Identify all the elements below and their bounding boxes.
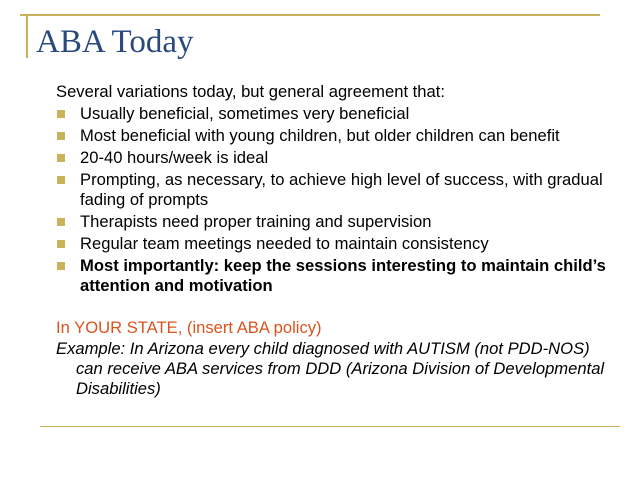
state-policy-line: In YOUR STATE, (insert ABA policy): [56, 318, 322, 337]
list-item: Regular team meetings needed to maintain consistency: [56, 234, 616, 254]
square-bullet-icon: [57, 218, 65, 226]
list-item: Most beneficial with young children, but older children can benefit: [56, 126, 616, 146]
square-bullet-icon: [57, 240, 65, 248]
example-text: Example: In Arizona every child diagnosed with AUTISM (not PDD-NOS) can receive ABA services from DDD (Arizona Division of Developmental Disabilities): [56, 339, 605, 398]
square-bullet-icon: [57, 110, 65, 118]
square-bullet-icon: [57, 154, 65, 162]
list-item: 20-40 hours/week is ideal: [56, 148, 616, 168]
list-item: Prompting, as necessary, to achieve high level of success, with gradual fading of prompts: [56, 170, 616, 210]
list-item: Therapists need proper training and supervision: [56, 212, 616, 232]
square-bullet-icon: [57, 262, 65, 270]
left-decorative-rule: [26, 14, 28, 58]
top-decorative-rule: [20, 14, 600, 16]
slide-body: [56, 82, 616, 399]
slide-title: ABA Today: [36, 24, 194, 60]
bottom-decorative-rule: [40, 426, 620, 427]
list-item-emphasis: Most importantly: keep the sessions interesting to maintain child’s attention and motivation: [56, 256, 616, 296]
square-bullet-icon: [57, 132, 65, 140]
list-item: Usually beneficial, sometimes very beneficial: [56, 104, 616, 124]
bullet-list: [56, 104, 616, 296]
square-bullet-icon: [57, 176, 65, 184]
intro-text: Several variations today, but general agreement that:: [56, 82, 445, 101]
